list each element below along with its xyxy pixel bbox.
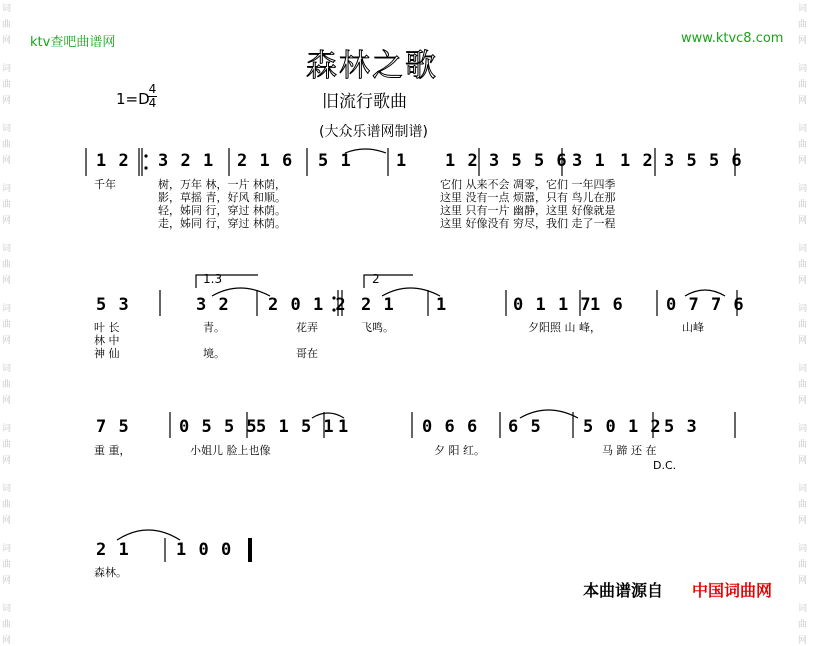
row4-lyric: 森林。 [94, 566, 127, 579]
watermark-glyph: 网 [2, 156, 12, 166]
watermark-glyph: 网 [798, 216, 808, 226]
row1-lyric-line1b: 它们 从来不会 凋零，它们 一年四季 [440, 178, 616, 191]
row2-measure7: 1 6 [590, 295, 624, 315]
row2-lyric-d1: 飞鸣。 [361, 321, 394, 334]
watermark-glyph: 词 [2, 424, 12, 434]
watermark-glyph: 曲 [2, 380, 12, 390]
row1-lyric-line4: 走，姊同 行，穿过 林荫。 [158, 217, 286, 230]
row3-measure5: 0 6 6 [422, 417, 479, 437]
score-maker: (大众乐谱网制谱) [319, 124, 428, 140]
watermark-glyph: 词 [798, 124, 808, 134]
time-bottom: 4 [148, 96, 157, 110]
watermark-glyph: 曲 [2, 200, 12, 210]
watermark-glyph: 网 [798, 456, 808, 466]
watermark-glyph: 曲 [2, 140, 12, 150]
watermark-glyph: 网 [798, 396, 808, 406]
row4-measure1: 2 1 [96, 540, 130, 560]
row1-measure1: 3 2 1 [158, 151, 215, 171]
watermark-glyph: 词 [2, 364, 12, 374]
watermark-glyph: 网 [798, 636, 808, 646]
row3-lyric-d: 马 蹄 还 在 [602, 444, 657, 457]
row1-lyric-line2b: 这里 没有一点 烦嚣，只有 鸟儿在那 [440, 191, 616, 204]
watermark-glyph: 曲 [2, 440, 12, 450]
watermark-glyph: 曲 [798, 260, 808, 270]
row2-lyric-f1: 山峰 [682, 321, 704, 334]
volta-1-3: 1.3 [203, 272, 223, 286]
footer-source-label: 本曲谱源自 [583, 581, 664, 600]
watermark-glyph: 词 [2, 604, 12, 614]
watermark-glyph: 词 [2, 4, 12, 14]
watermark-glyph: 词 [798, 304, 808, 314]
row3-lyric-b: 小姐儿 脸上也像 [190, 444, 271, 457]
watermark-glyph: 词 [2, 244, 12, 254]
row2-measure6: 0 1 1 7 [513, 295, 592, 315]
watermark-glyph: 曲 [798, 200, 808, 210]
watermark-glyph: 曲 [2, 500, 12, 510]
site-left-label: ktv查吧曲谱网 [30, 35, 116, 50]
watermark-glyph: 曲 [2, 320, 12, 330]
row3-lyric-a: 重 重， [94, 444, 131, 457]
row2-measure8: 0 7 7 6 [666, 295, 745, 315]
watermark-glyph: 词 [798, 184, 808, 194]
watermark-glyph: 网 [2, 396, 12, 406]
row2-measure1: 5 3 [96, 295, 130, 315]
row3-measure5b: 6 5 [508, 417, 542, 437]
watermark-glyph: 网 [2, 636, 12, 646]
watermark-glyph: 网 [2, 516, 12, 526]
watermark-glyph: 网 [798, 276, 808, 286]
watermark-glyph: 网 [798, 576, 808, 586]
row2-lyric-c3: 哥在 [296, 347, 318, 360]
song-subtitle: 旧流行歌曲 [322, 92, 407, 112]
row3-measure7: 5 3 [664, 417, 698, 437]
watermark-glyph: 网 [2, 36, 12, 46]
footer-source-site: 中国词曲网 [692, 581, 773, 600]
row4-measure2: 1 0 0 [176, 540, 233, 560]
row1-measure6b: 1 2 [620, 151, 654, 171]
row3-measure3: 5 1 5 1 [256, 417, 335, 437]
row2-lyric-a2: 林 中 [94, 334, 120, 347]
row2-lyric-b1: 青。 [203, 321, 225, 334]
watermark-glyph: 词 [2, 304, 12, 314]
row2-lyric-c1: 花弄 [296, 321, 318, 334]
watermark-glyph: 曲 [798, 320, 808, 330]
row1-lyric-line1: 树，万年 林，一片 林荫， [158, 178, 286, 191]
row1-measure4b: 1 2 [445, 151, 479, 171]
watermark-glyph: 曲 [798, 560, 808, 570]
row3-measure6: 5 0 1 2 [583, 417, 662, 437]
watermark-glyph: 曲 [798, 380, 808, 390]
row2-measure5: 1 [436, 295, 448, 315]
row1-lyric-line3b: 这里 只有一片 幽静，这里 好像就是 [440, 204, 616, 217]
row1-lyric-line3: 轻，姊同 行，穿过 林荫。 [158, 204, 286, 217]
watermark-glyph: 网 [798, 516, 808, 526]
key-signature: 1=D [116, 90, 150, 108]
row1-measure2: 2 1 6 [237, 151, 294, 171]
row1-measure4: 1 [396, 151, 408, 171]
watermark-glyph: 词 [2, 544, 12, 554]
time-top: 4 [148, 82, 157, 96]
watermark-glyph: 词 [798, 604, 808, 614]
watermark-glyph: 网 [798, 36, 808, 46]
watermark-glyph: 曲 [2, 80, 12, 90]
row3-measure2: 0 5 5 5 [179, 417, 258, 437]
watermark-glyph: 网 [798, 96, 808, 106]
watermark-glyph: 词 [798, 4, 808, 14]
watermark-glyph: 网 [798, 336, 808, 346]
row3-measure4: 1 [338, 417, 350, 437]
watermark-glyph: 词 [2, 184, 12, 194]
row1-measure7: 3 5 5 6 [664, 151, 743, 171]
row2-lyric-a3: 神 仙 [94, 347, 120, 360]
row2-measure3: 2 0 1 2 [268, 295, 347, 315]
watermark-glyph: 词 [798, 424, 808, 434]
row1-lyric-line2: 影，草摇 青，好风 和顺。 [158, 191, 286, 204]
watermark-glyph: 曲 [798, 440, 808, 450]
watermark-glyph: 网 [2, 276, 12, 286]
watermark-glyph: 词 [2, 124, 12, 134]
watermark-glyph: 网 [2, 216, 12, 226]
watermark-glyph: 曲 [2, 560, 12, 570]
row1-pickup-notes: 1 2 [96, 151, 130, 171]
da-capo-mark: D.C. [653, 459, 677, 472]
row1-measure3: 5 1 [318, 151, 352, 171]
song-title: 森林之歌 [306, 48, 438, 84]
watermark-glyph: 曲 [798, 80, 808, 90]
row1-measure5: 3 5 5 6 [489, 151, 568, 171]
watermark-glyph: 词 [798, 544, 808, 554]
watermark-glyph: 网 [798, 156, 808, 166]
watermark-glyph: 网 [2, 576, 12, 586]
row2-lyric-b3: 境。 [203, 347, 225, 360]
site-right-label: www.ktvc8.com [681, 31, 784, 46]
watermark-glyph: 曲 [2, 620, 12, 630]
watermark-glyph: 曲 [798, 20, 808, 30]
row2-measure4: 2 1 [361, 295, 395, 315]
row2-measure2: 3 2 [196, 295, 230, 315]
watermark-glyph: 曲 [798, 140, 808, 150]
watermark-glyph: 词 [798, 244, 808, 254]
watermark-glyph: 网 [2, 336, 12, 346]
row2-lyric-a1: 叶 长 [94, 321, 120, 334]
watermark-glyph: 词 [798, 364, 808, 374]
row1-lyric-line4b: 这里 好像没有 穷尽，我们 走了一程 [440, 217, 616, 230]
row3-measure1: 7 5 [96, 417, 130, 437]
volta-2: 2 [372, 272, 380, 286]
row1-lyric-pickup: 千年 [94, 178, 116, 191]
watermark-glyph: 曲 [798, 620, 808, 630]
watermark-glyph: 网 [2, 96, 12, 106]
watermark-glyph: 曲 [2, 260, 12, 270]
row2-lyric-e1: 夕阳照 山 峰， [528, 321, 601, 334]
watermark-glyph: 曲 [2, 20, 12, 30]
row3-lyric-c: 夕 阳 红。 [434, 444, 485, 457]
watermark-glyph: 词 [798, 64, 808, 74]
row1-measure6a: 3 1 [572, 151, 606, 171]
watermark-glyph: 词 [2, 484, 12, 494]
watermark-glyph: 词 [2, 64, 12, 74]
watermark-glyph: 网 [2, 456, 12, 466]
watermark-glyph: 曲 [798, 500, 808, 510]
watermark-glyph: 词 [798, 484, 808, 494]
